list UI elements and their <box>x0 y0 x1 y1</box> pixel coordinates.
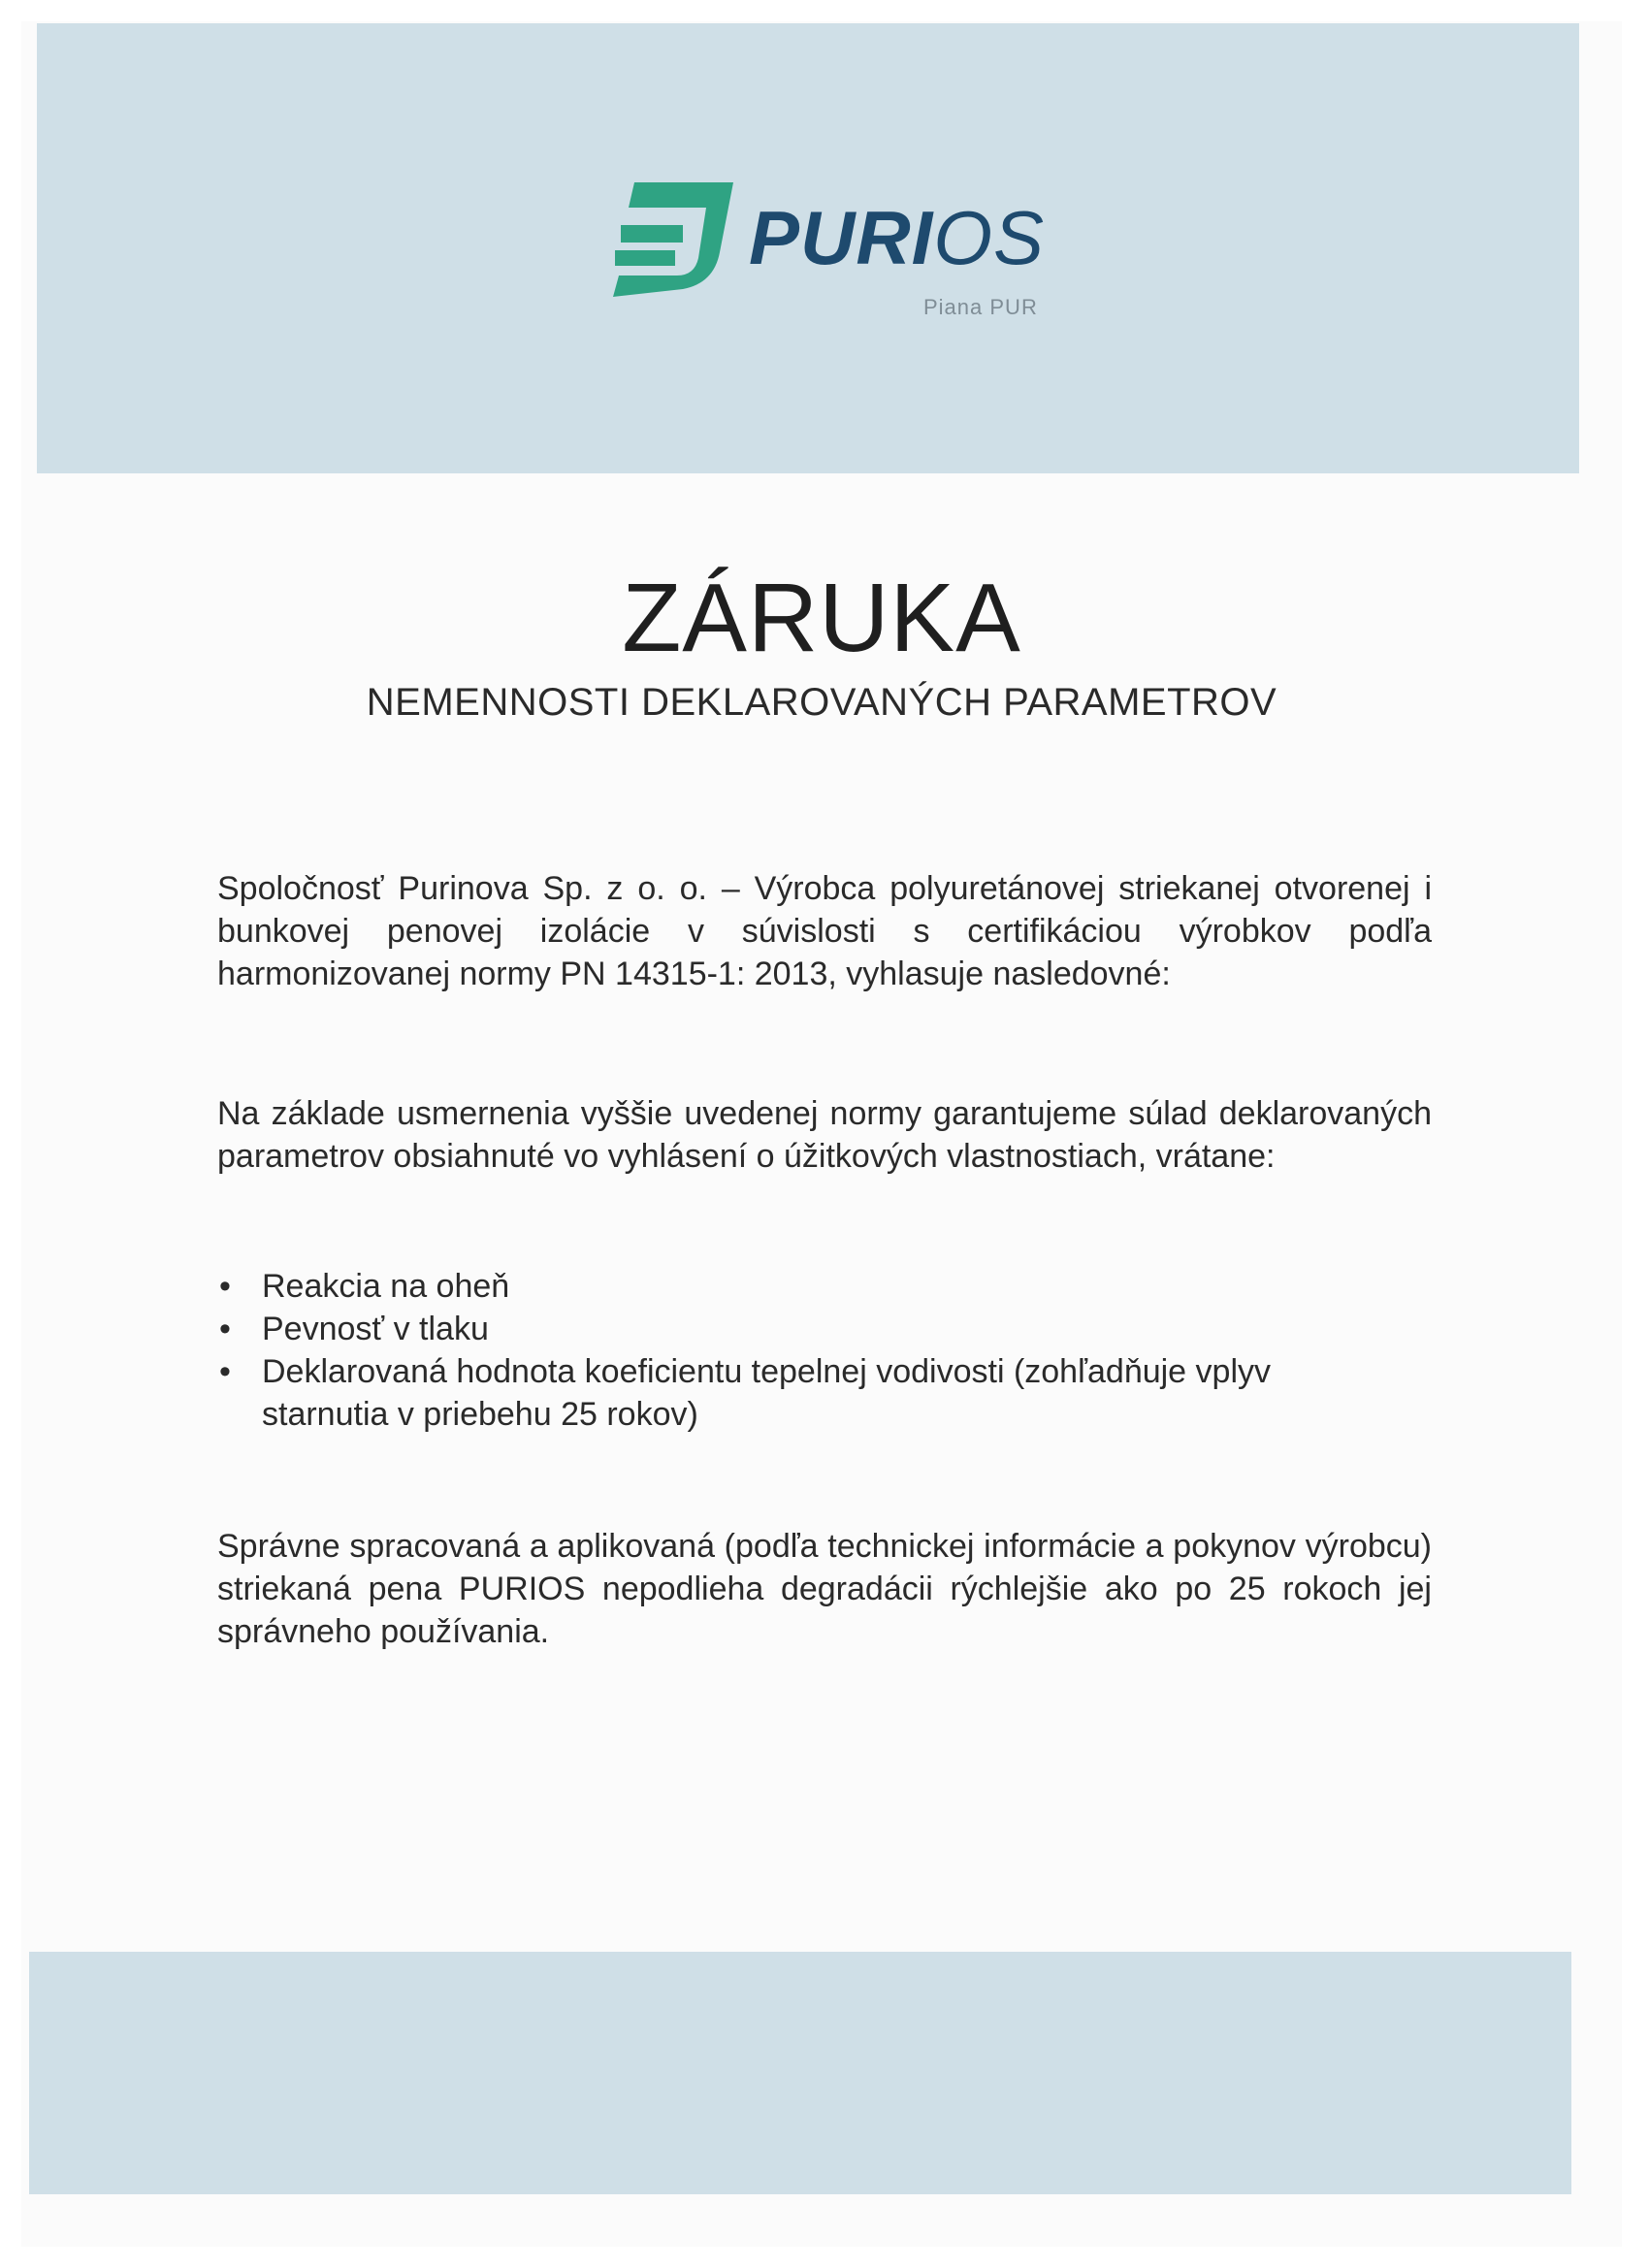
bullet-glyph: • <box>219 1311 231 1347</box>
logo-word-bold: PURI <box>749 195 934 280</box>
paragraph-intro: Spoločnosť Purinova Sp. z o. o. – Výrobca polyuretánovej striekanej otvorenej i bunkovej penovej izolácie v súvislosti s certifikáciou výrobkov podľa harmonizovanej normy PN 14315-1: 2013, vyhlasuje nasledovné: <box>217 870 1432 992</box>
bullet-glyph: • <box>219 1268 231 1305</box>
logo-wordmark <box>749 195 1046 280</box>
parameter-list <box>217 1265 1381 1436</box>
header-band <box>37 23 1579 473</box>
document-title: ZÁRUKA <box>622 564 1021 672</box>
list-item-text: Reakcia na oheň <box>262 1268 510 1305</box>
list-item <box>217 1308 1381 1350</box>
logo-tagline: Piana PUR <box>923 295 1038 319</box>
list-item <box>217 1350 1381 1436</box>
paragraph-guarantee: Na základe usmernenia vyššie uvedenej normy garantujeme súlad deklarovaných parametrov obsiahnuté vo vyhlásení o úžitkových vlastnostiach, vrátane: <box>217 1095 1432 1175</box>
list-item <box>217 1265 1381 1308</box>
list-item-text: Pevnosť v tlaku <box>262 1311 489 1347</box>
purios-logo <box>613 182 1059 347</box>
purios-mark-icon <box>613 182 733 297</box>
bullet-glyph: • <box>219 1353 231 1390</box>
list-item-text: Deklarovaná hodnota koeficientu tepelnej vodivosti (zohľadňuje vplyv starnutia v priebehu 25 rokov) <box>262 1353 1272 1433</box>
paragraph-conclusion: Správne spracovaná a aplikovaná (podľa technickej informácie a pokynov výrobcu) striekaná pena PURIOS nepodlieha degradácii rýchlejšie ako po 25 rokoch jej správneho používania. <box>217 1528 1432 1650</box>
document-page <box>21 21 1622 2247</box>
document-subtitle: NEMENNOSTI DEKLAROVANÝCH PARAMETROV <box>366 681 1277 724</box>
logo-word-light: OS <box>933 195 1046 280</box>
footer-band <box>29 1952 1571 2194</box>
